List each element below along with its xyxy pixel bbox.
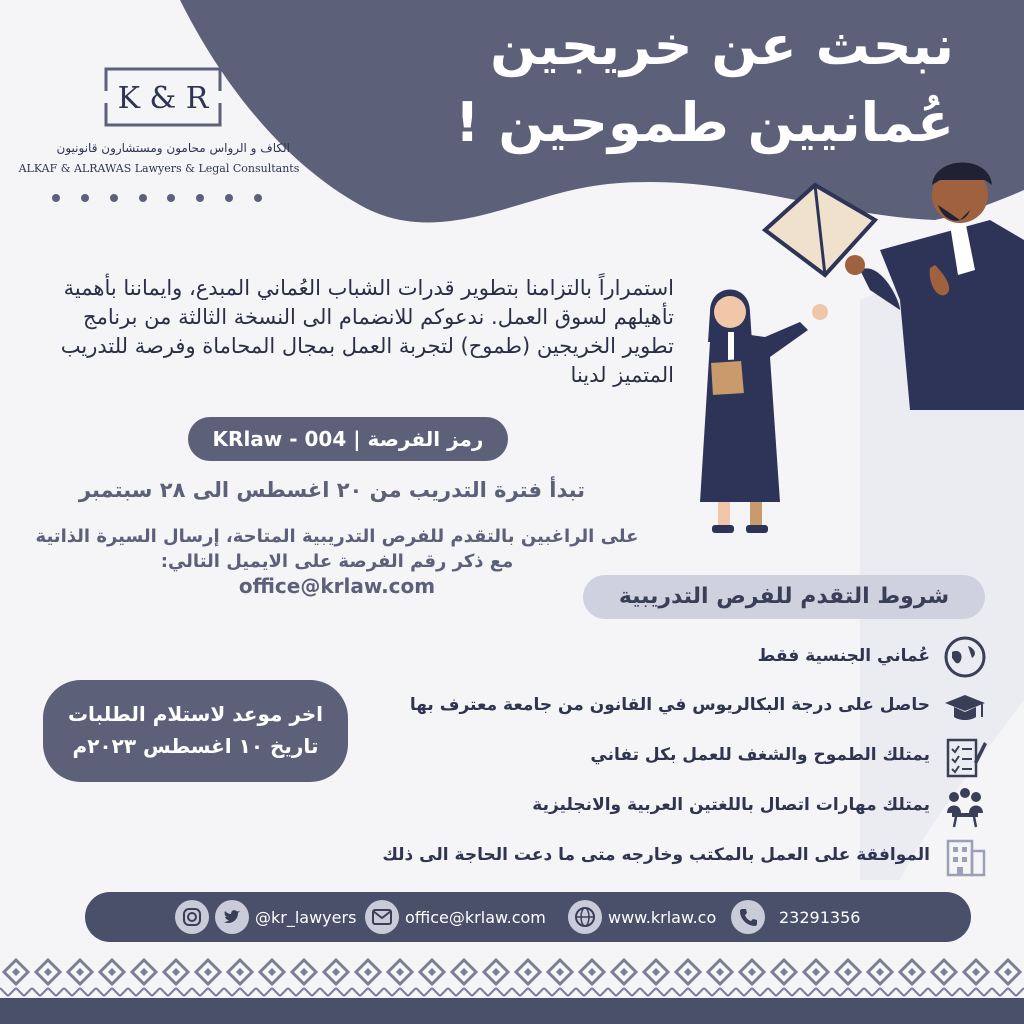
twitter-icon[interactable] <box>215 900 249 934</box>
footer-website <box>568 892 716 942</box>
condition-communication: يمتلك مهارات اتصال باللغتين العربية والانجليزية <box>532 795 930 815</box>
condition-ambition: يمتلك الطموح والشغف للعمل بكل تفاني <box>590 745 930 765</box>
apply-email[interactable]: office@krlaw.com <box>238 574 436 598</box>
deadline-label: اخر موعد لاستلام الطلبات <box>67 702 324 726</box>
social-handle[interactable]: @kr_lawyers <box>255 907 357 927</box>
intro-paragraph: استمراراً بالتزامنا بتطوير قدرات الشباب العُماني المبدع، وايماننا بأهمية تأهيلهم لسوق العمل. ندعوكم للانضمام الى النسخة الثالثة من برنامج تطوير الخريجين (طموح) لتجربة العمل بمجال المحاماة وفرصة للتدريب المتميز لدينا <box>60 276 674 387</box>
checklist-icon <box>942 734 988 780</box>
mail-icon <box>365 900 399 934</box>
logo-english-name: ALKAF & ALRAWAS Lawyers & Legal Consultants <box>18 162 300 175</box>
apply-instructions <box>10 524 664 599</box>
headline-line-1: نبحث عن خريجين <box>490 14 954 77</box>
condition-degree: حاصل على درجة البكالريوس في القانون من جامعة معترف بها <box>409 695 930 715</box>
lawyer-woman-illustration <box>690 282 850 542</box>
decorative-dots <box>52 194 262 204</box>
apply-line-2: مع ذكر رقم الفرصة على الايميل التالي: <box>160 551 514 572</box>
globe-web-icon <box>568 900 602 934</box>
meeting-icon <box>942 783 988 829</box>
condition-flexibility: الموافقة على العمل بالمكتب وخارجه متى ما دعت الحاجة الى ذلك <box>382 845 930 865</box>
deadline-date: تاريخ ١٠ اغسطس ٢٠٢٣م <box>72 734 319 758</box>
footer-email-text[interactable]: office@krlaw.com <box>405 907 546 927</box>
footer-phone <box>731 892 860 942</box>
headline-line-2: عُمانيين طموحين ! <box>454 90 954 154</box>
logo-mark <box>104 67 222 127</box>
logo-mark-text: K & R <box>117 81 209 116</box>
condition-nationality: عُماني الجنسية فقط <box>757 646 930 666</box>
logo-arabic-name: الكاف و الرواس محامون ومستشارون قانونيون <box>56 141 290 155</box>
phone-icon <box>731 900 765 934</box>
headline <box>394 14 954 154</box>
social-links <box>175 892 356 942</box>
footer-phone-text[interactable]: 23291356 <box>779 907 861 927</box>
apply-line-1: على الراغبين بالتقدم للفرص التدريبية المتاحة، إرسال السيرة الذاتية <box>35 526 639 547</box>
deadline-badge <box>43 680 348 782</box>
graduation-cap-icon <box>942 685 988 731</box>
conditions-title: شروط التقدم للفرص التدريبية <box>583 575 985 619</box>
instagram-icon[interactable] <box>175 900 209 934</box>
footer-website-text[interactable]: www.krlaw.co <box>608 907 717 927</box>
globe-icon <box>942 634 988 680</box>
opportunity-code-badge: رمز الفرصة | KRlaw - 004 <box>188 417 508 461</box>
bottom-bar <box>0 998 1024 1024</box>
decorative-pattern <box>0 958 1024 998</box>
training-period: تبدأ فترة التدريب من ٢٠ اغسطس الى ٢٨ سبتمبر <box>78 478 586 502</box>
building-icon <box>942 831 988 877</box>
footer-email <box>365 892 546 942</box>
